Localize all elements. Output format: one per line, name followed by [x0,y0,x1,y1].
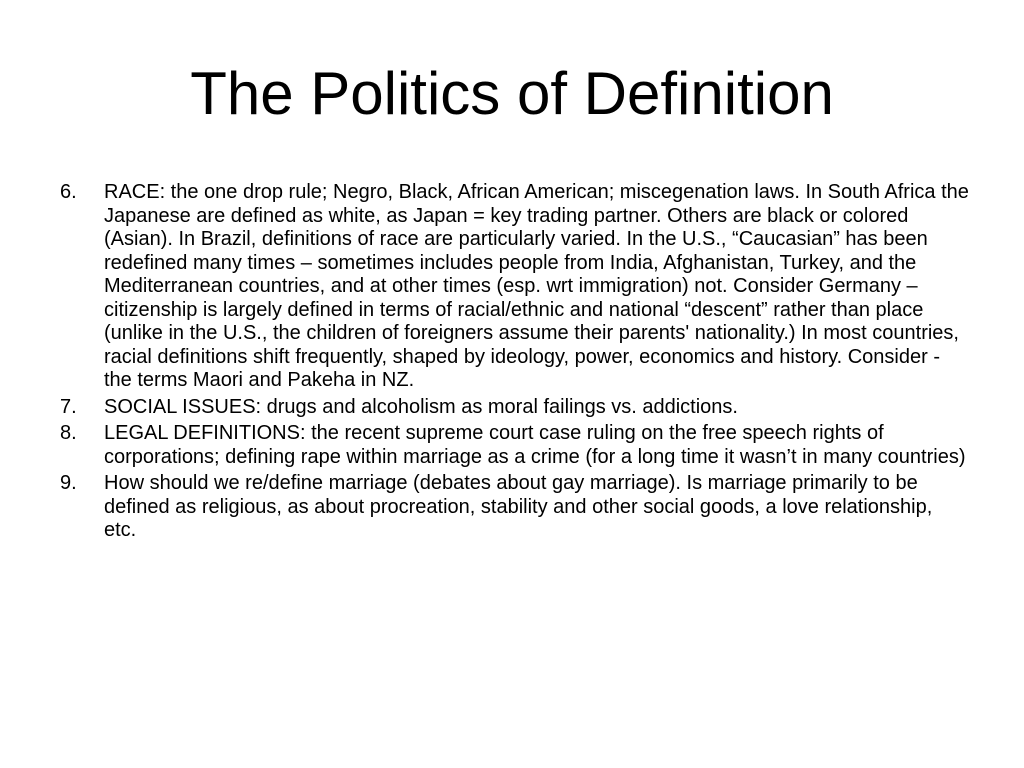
numbered-list [60,181,970,546]
item-number: 8. [60,422,77,444]
item-text: SOCIAL ISSUES: drugs and alcoholism as moral failings vs. addictions. [104,395,738,418]
item-number: 7. [60,395,77,418]
item-number: 9. [60,472,77,494]
item-number: 6. [60,181,77,203]
list-item-7 [60,396,970,420]
list-item-6 [60,181,970,393]
slide-title: The Politics of Definition [190,60,834,127]
item-text: How should we re/define marriage (debates about gay marriage). Is marriage primarily to be defined as religious, as about procreation, stability and other social goods, a love relationship, etc. [104,472,933,541]
list-item-8 [60,422,970,469]
item-text: RACE: the one drop rule; Negro, Black, African American; miscegenation laws. In South Africa the Japanese are defined as white, as Japan = key trading partner. Others are black or colored (Asian). In Brazil, definitions of race are particularly varied. In the U.S., “Caucasian” has been redefined many times – sometimes includes people from India, Afghanistan, Turkey, and the Mediterranean countries, and at other times (esp. wrt immigration) not. Consider Germany – citizenship is largely defined in terms of racial/ethnic and national “descent” rather than place (unlike in the U.S., the children of foreigners assume their parents' nationality.) In most countries, racial definitions shift frequently, shaped by ideology, power, economics and history. Consider - the terms Maori and Pakeha in NZ. [104,181,969,391]
item-text: LEGAL DEFINITIONS: the recent supreme court case ruling on the free speech rights of corporations; defining rape within marriage as a crime (for a long time it wasn’t in many countries) [104,422,966,468]
list-item-9 [60,472,970,543]
